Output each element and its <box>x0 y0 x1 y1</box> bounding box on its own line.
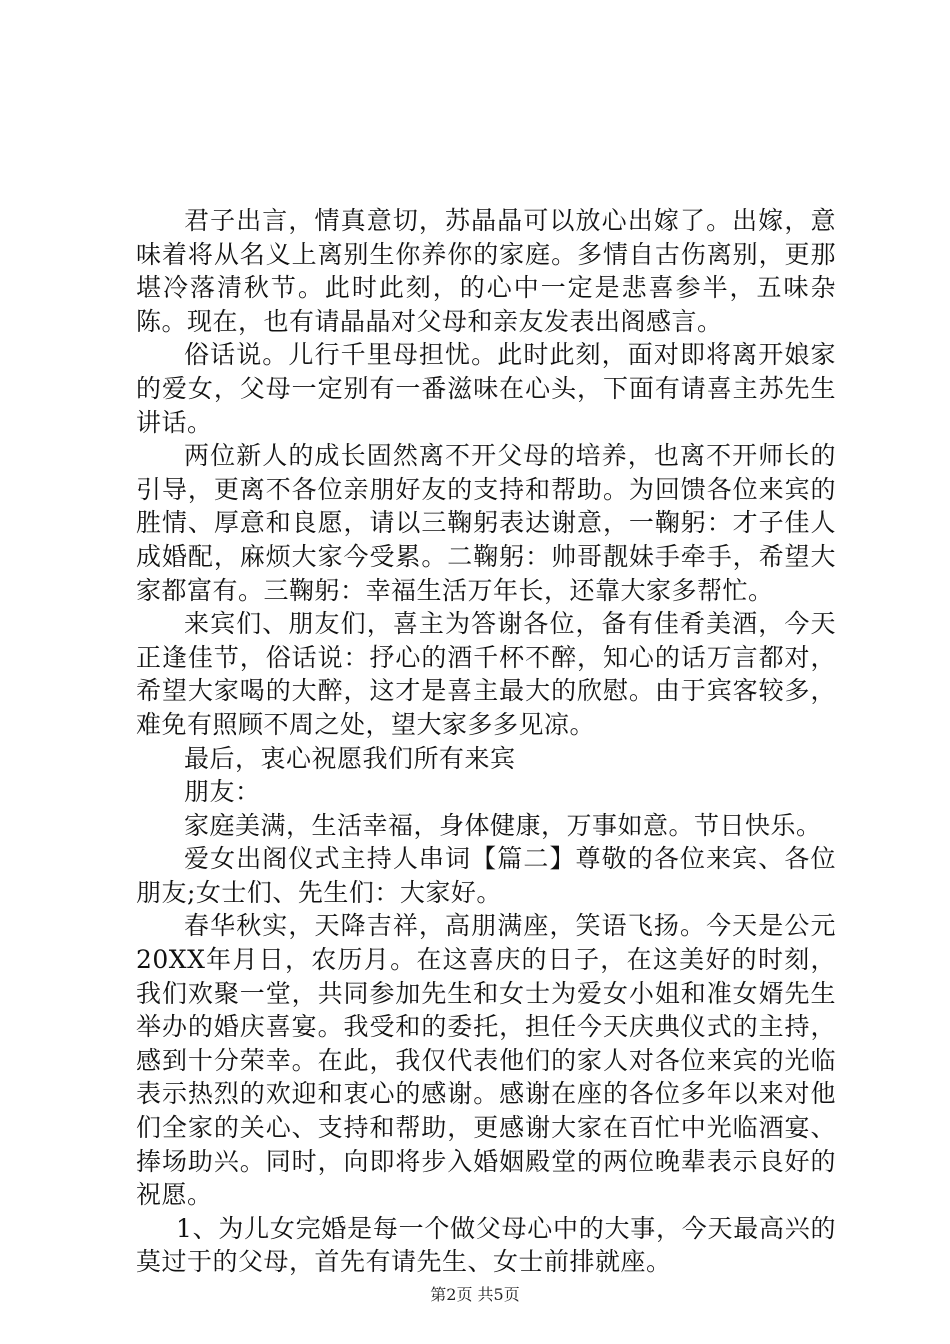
paragraph-8: 爱女出阁仪式主持人串词【篇二】尊敬的各位来宾、各位朋友;女士们、先生们：大家好。 <box>136 844 836 907</box>
page-footer <box>0 1285 950 1305</box>
paragraph-7: 家庭美满，生活幸福，身体健康，万事如意。节日快乐。 <box>184 810 822 840</box>
document-body <box>136 204 836 1279</box>
paragraph-1: 君子出言，情真意切，苏晶晶可以放心出嫁了。出嫁，意味着将从名义上离别生你养你的家庭。多情自古伤离别，更那堪冷落清秋节。此时此刻，的心中一定是悲喜参半，五味杂陈。现在，也有请晶晶对父母和亲友发表出阁感言。 <box>136 206 836 336</box>
paragraph-3: 两位新人的成长固然离不开父母的培养，也离不开师长的引导，更离不各位亲朋好友的支持和帮助。为回馈各位来宾的胜情、厚意和良愿，请以三鞠躬表达谢意，一鞠躬：才子佳人成婚配，麻烦大家今受累。二鞠躬：帅哥靓妹手牵手，希望大家都富有。三鞠躬：幸福生活万年长，还靠大家多帮忙。 <box>136 441 836 605</box>
paragraph-9: 春华秋实，天降吉祥，高朋满座，笑语飞扬。今天是公元20XX年月日，农历月。在这喜庆的日子，在这美好的时刻，我们欢聚一堂，共同参加先生和女士为爱女小姐和准女婿先生举办的婚庆喜宴。我受和的委托，担任今天庆典仪式的主持，感到十分荣幸。在此，我仅代表他们的家人对各位来宾的光临表示热烈的欢迎和衷心的感谢。感谢在座的各位多年以来对他们全家的关心、支持和帮助，更感谢大家在百忙中光临酒宴、捧场助兴。同时，向即将步入婚姻殿堂的两位晚辈表示良好的祝愿。 <box>136 911 836 1210</box>
paragraph-4: 来宾们、朋友们，喜主为答谢各位，备有佳肴美酒，今天正逢佳节，俗话说：抒心的酒千杯不醉，知心的话万言都对，希望大家喝的大醉，这才是喜主最大的欣慰。由于宾客较多，难免有照顾不周之处，望大家多多见凉。 <box>136 609 836 739</box>
paragraph-10: 1、为儿女完婚是每一个做父母心中的大事，今天最高兴的莫过于的父母，首先有请先生、女士前排就座。 <box>136 1213 836 1277</box>
paragraph-2: 俗话说。儿行千里母担忧。此时此刻，面对即将离开娘家的爱女，父母一定别有一番滋味在心头，下面有请喜主苏先生讲话。 <box>136 340 836 437</box>
paragraph-6: 朋友： <box>184 777 261 807</box>
paragraph-5: 最后，衷心祝愿我们所有来宾 <box>184 743 516 773</box>
page-number: 第2页 共5页 <box>430 1285 520 1304</box>
